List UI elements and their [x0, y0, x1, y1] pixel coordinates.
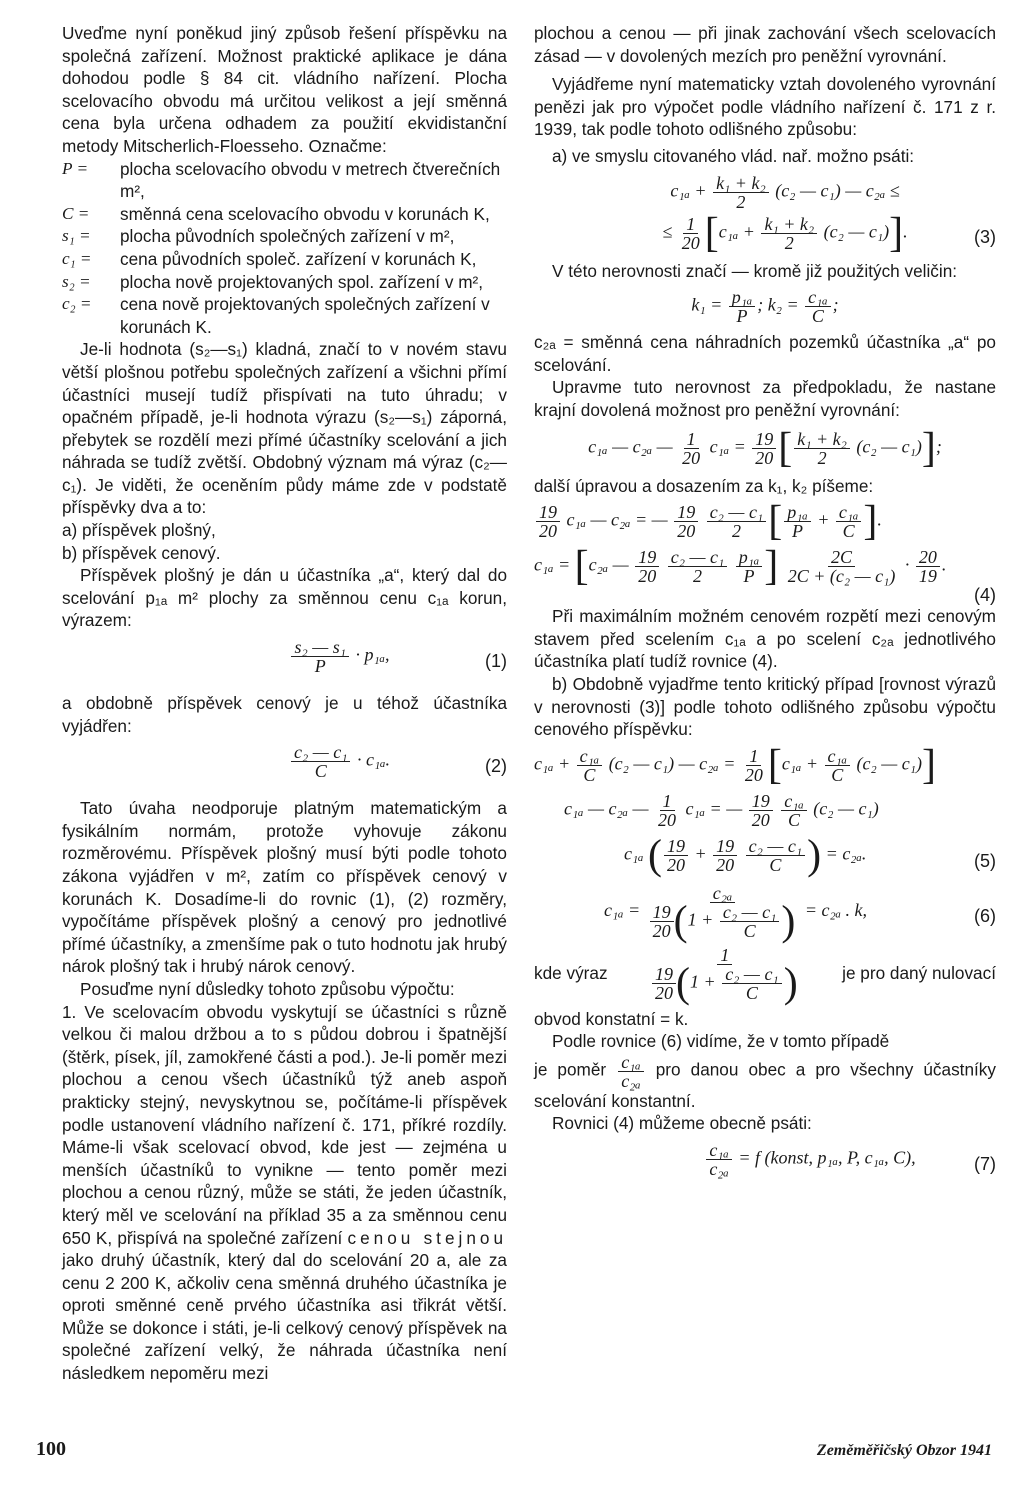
spaced-emphasis: cenou stejnou: [347, 1227, 508, 1248]
journal-title: Zeměměřičský Obzor 1941: [816, 1442, 992, 1459]
paragraph: 1. Ve scelovacím obvodu vyskytují se účastníci s různě velkou či malou držbou a to s půdou dobrou i špatnější (štěrk, písek, jíl, zamokřené části a pod.). Je-li poměr mezi plochou a cenou všech účastníků týž aneb aspoň prakticky stejný, nevyskytnou se, počítáme-li příspěvek podle ustanovení vládního nařízení č. 171, příkré rozdíly. Máme-li však scelovací obvod, kde jest — zejména u menších účastníků to vynikne — tento poměr mezi plochou a cenou různý, může se státi, že jeden účastník, který měl ve scelování na příklad 35 a za směnnou cenu 650 K, přispívá na společné zařízení cenou stejnou jako druhý účastník, který dal do scelování 20 a, ale za cenu 2 200 K, ačkoliv cena směnná druhého účastníka je oproti směnné ceně prvého účastníka asi třikrát větší. Může se dokonce i státi, je-li celkový cenový příspěvek na společné zařízení velký, že náhrada účastníka není následkem nepoměru mezi: [62, 1001, 508, 1384]
definition-item: c₁ = cena původních společ. zařízení v korunách K,: [62, 248, 477, 269]
paragraph: Upravme tuto nerovnost za předpokladu, že nastane krajní dovolená možnost pro peněžní vyrovnání:: [534, 377, 996, 420]
equation-b: c₁ₐ + $\frac{\text{c₁ₐ}}{C}$ (c₂ — c₁) — c₂ₐ = $\frac{1}{20}$ [c₁ₐ + $\frac{\text{c₁ₐ}}{C}$ (c₂ — c₁)] c₁ₐ — c₂ₐ — $\frac{1}{20}$ c₁ₐ = — $\frac{19}{20}$ $\frac{\text{c₁ₐ}}{C}$ (c₂ — c₁) c₁ₐ ( $\frac{19}{20}$ + $\frac{19}{20}$ $\frac{\text{c₂ — c₁}}{C}$ ) = c₂ₐ. (5) c₁ₐ = c₂ₐ $\frac{19}{20}$ (1 + $\frac{\text{c₂ — c₁}}{C}$ ) = c₂ₐ . k, (6): [534, 742, 996, 945]
paragraph: c₂ₐ = směnná cena náhradních pozemků účastníka „a“ po scelování.: [534, 332, 996, 375]
paragraph: Rovnici (4) můžeme obecně psáti:: [552, 1113, 812, 1134]
paragraph: b) Obdobně vyjadřme tento kritický případ [rovnost výrazů v nerovnosti (3)] podle tohoto odlišného způsobu výpočtu cenového příspěvku:: [534, 673, 996, 740]
paragraph: Vyjádřeme nyní matematicky vztah dovoleného vyrovnání penězi jak pro výpočet podle vládního nařízení č. 171 z r. 1939, tak podle tohoto odlišného způsobu:: [534, 74, 996, 140]
definition-item: P = plocha scelovacího obvodu v metrech čtverečních m²,: [62, 158, 501, 202]
paragraph: plochou a cenou — při jinak zachování všech scelovacích zásad — v dovolených mezích pro peněžní vyrovnání.: [534, 23, 996, 66]
paragraph: Je-li hodnota (s₂—s₁) kladná, značí to v novém stavu větší plošnou potřebu společných zařízení a všichni přímí účastníci musejí tudíž přispívati na tuto úhradu; v opačném případě, je-li hodnota výrazu (s₂—s₁) záporná, přebytek se rozdělí mezi přímé účastníky scelování a jich náhrada se tudíž zvětší. Obdobný význam má výraz (c₂—c₁). Je viděti, že oceněním půdy máme zde v podstatě příspěvky dva a to:: [62, 339, 507, 518]
definition-item: s₁ = plocha původních společných zařízení v m²,: [62, 226, 455, 247]
paragraph: kde výraz 1 $\frac{19}{20}$ (1 + $\frac{\text{c₂ — c₁}}{C}$ ) je pro daný nulovací: [534, 944, 996, 1007]
paragraph: je poměr $\frac{\text{c₁ₐ}}{\text{c₂ₐ}}$ pro danou obec a pro všechny účastníky scelování konstantní.: [534, 1051, 996, 1111]
list-item: a) příspěvek plošný,: [62, 520, 216, 541]
definition-item: s₂ = plocha nově projektovaných spol. zařízení v m²,: [62, 271, 484, 292]
equation-3: c₁ₐ + $\frac{\text{k₁ + k₂}}{2}$ (c₂ — c₁) — c₂ₐ ≤ ≤ $\frac{1}{20}$ [c₁ₐ + $\frac{\text{k₁ + k₂}}{2}$ (c₂ — c₁)]. (3): [662, 172, 996, 257]
definition-item: C = směnná cena scelovacího obvodu v korunách K,: [62, 203, 490, 224]
definition-item: c₂ = cena nově projektovaných společných zařízení v korunách K.: [62, 294, 490, 337]
paragraph: Podle rovnice (6) vidíme, že v tomto případě: [552, 1031, 890, 1052]
equation-2: $\frac{\text{c₂ — c₁}}{C}$ · c₁ₐ. (2): [62, 743, 507, 791]
page-number: 100: [36, 1438, 66, 1460]
right-column: [534, 22, 996, 1191]
paragraph: další úpravou a dosazením za k₁, k₂ píšeme:: [534, 475, 874, 496]
paragraph: Při maximálním možném cenovém rozpětí mezi cenovým stavem před scelením c₁ₐ a po scelení c₂ₐ jednotlivého účastníka platí tudíž rovnice (4).: [534, 606, 996, 672]
equation-1: $\frac{\text{s₂ — s₁}}{P}$ · p₁ₐ, (1): [62, 638, 507, 686]
equation-k: k₁ = $\frac{\text{p₁ₐ}}{P}$ ; k₂ = $\frac{\text{c₁ₐ}}{C}$ ;: [691, 287, 839, 327]
definitions-list: [62, 158, 507, 339]
list-item: b) příspěvek cenový.: [62, 542, 221, 563]
left-column: [62, 22, 507, 1385]
paragraph: Posuďme nyní důsledky tohoto způsobu výpočtu:: [80, 978, 455, 999]
paragraph: Uveďme nyní poněkud jiný způsob řešení příspěvku na společná zařízení. Možnost praktické aplikace je dána dohodou podle § 84 cit. vládního nařízení. Plocha scelovacího obvodu má určitou velikost a její směnná cena byla určena odhadem za použití ekvidistanční metody Mitscherlich-Floesseho. Označme:: [62, 23, 507, 156]
equation-4: $\frac{19}{20}$ c₁ₐ — c₂ₐ = — $\frac{19}{20}$ $\frac{\text{c₂ — c₁}}{2}$ [ $\frac{\text{p₁ₐ}}{P}$ + $\frac{\text{c₁ₐ}}{C}$ ]. c₁ₐ = [c₂ₐ — $\frac{19}{20}$ $\frac{\text{c₂ — c₁}}{2}$ $\frac{\text{p₁ₐ}}{P}$ ] $\frac{2C}{\text{2C + (c₂ — c₁)}}$ · $\frac{20}{19}$ . (4): [534, 498, 996, 606]
paragraph: Příspěvek plošný je dán u účastníka „a“, který dal do scelování p₁ₐ m² plochy za směnnou cenu c₁ₐ korun, výrazem:: [62, 565, 507, 631]
equation-extreme: c₁ₐ — c₂ₐ — $\frac{1}{20}$ c₁ₐ = $\frac{19}{20}$ [ $\frac{\text{k₁ + k₂}}{2}$ (c₂ — c₁)];: [588, 425, 942, 472]
paragraph: a obdobně příspěvek cenový je u téhož účastníka vyjádřen:: [62, 693, 507, 736]
paragraph: a) ve smyslu citovaného vlád. nař. možno psáti:: [552, 145, 915, 166]
paragraph: V této nerovnosti značí — kromě již použitých veličin:: [552, 260, 958, 281]
paragraph: obvod konstatní = k.: [534, 1008, 689, 1029]
equation-7: $\frac{\text{c₁ₐ}}{\text{c₂ₐ}}$ = f (konst, p₁ₐ, P, c₁ₐ, C), (7): [534, 1141, 996, 1185]
paragraph: Tato úvaha neodporuje platným matematickým a fysikálním normám, protože vyhovuje zákonu rozměrovému. Příspěvek plošný musí býti podle tohoto zákona vyjádřen v m², zatím co příspěvek cenový v korunách K. Dosadíme-li do rovnic (1), (2) rozměry, vypočítáme příspěvek plošný a cenový pro jednotlivé přímé účastníky, a zmenšíme pak o tuto hodnotu jak hrubý nárok plošný tak i hrubý nárok cenový.: [62, 798, 507, 977]
